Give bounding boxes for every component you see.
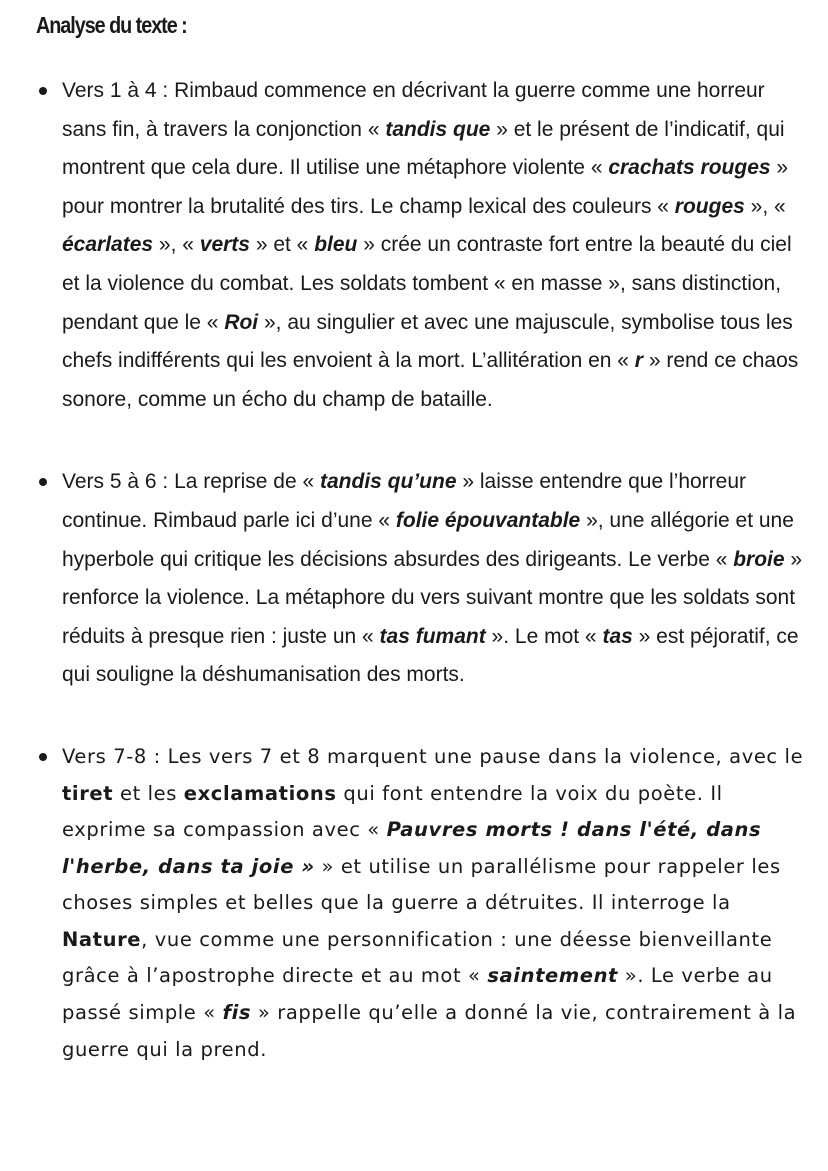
text-run: » et « <box>249 233 315 257</box>
text-run: , vue comme une personnification : une déesse bienveillante grâce à l’apostrophe directe et au mot « <box>62 927 773 988</box>
quoted-term: fis <box>222 1001 252 1025</box>
analysis-item-vers-5-6 <box>36 463 810 695</box>
text-run: », au singulier et avec une majuscule, symbolise tous les chefs indifférents qui les envoient à la mort. L’allitération en « <box>62 310 793 373</box>
emphasized-term: tiret <box>62 781 114 805</box>
quoted-term: Roi <box>224 310 259 334</box>
text-run: qui font entendre la voix du poète. Il exprime sa compassion avec « <box>62 781 723 842</box>
quoted-term: tas <box>602 624 633 648</box>
text-run: Vers 7-8 : Les vers 7 et 8 marquent une pause dans la violence, avec le <box>62 744 804 768</box>
analysis-list <box>36 72 810 1068</box>
quoted-term: rouges <box>674 194 745 218</box>
text-run: et les <box>113 781 184 805</box>
analysis-item-vers-7-8 <box>36 739 810 1068</box>
quoted-term: r <box>634 349 643 373</box>
text-run: ». Le verbe au passé simple « <box>62 964 773 1025</box>
emphasized-term: exclamations <box>183 781 337 805</box>
quoted-term: bleu <box>314 233 358 257</box>
text-run: », « <box>153 233 200 257</box>
quoted-term: folie épouvantable <box>395 508 581 532</box>
text-run: » renforce la violence. La métaphore du vers suivant montre que les soldats sont réduits à presque rien : juste un « <box>62 547 803 648</box>
text-run: » crée un contraste fort entre la beauté du ciel et la violence du combat. Les soldats tombent « en masse », sans distinction, pendant que le « <box>62 233 792 334</box>
emphasized-term: Nature <box>62 927 142 951</box>
quoted-term: crachats rouges <box>608 156 771 180</box>
quoted-term: broie <box>733 547 785 571</box>
text-run: » et le présent de l’indicatif, qui montrent que cela dure. Il utilise une métaphore violente « <box>62 117 785 180</box>
quoted-term: saintement <box>487 964 618 988</box>
text-run: » laisse entendre que l’horreur continue. Rimbaud parle ici d’une « <box>62 470 747 532</box>
analysis-item-vers-1-4 <box>36 72 810 419</box>
text-run: Vers 1 à 4 : Rimbaud commence en décrivant la guerre comme une horreur sans fin, à travers la conjonction « <box>62 79 765 141</box>
text-run: » rend ce chaos sonore, comme un écho du champ de bataille. <box>62 349 799 411</box>
quoted-term: tandis que <box>385 117 491 141</box>
text-run: », une allégorie et une hyperbole qui critique les décisions absurdes des dirigeants. Le verbe « <box>62 508 794 571</box>
quoted-term: verts <box>199 233 250 257</box>
section-heading: Analyse du texte : <box>36 12 187 38</box>
quoted-term: écarlates <box>62 233 154 257</box>
quoted-term: Pauvres morts ! dans l'été, dans l'herbe, dans ta joie » <box>62 818 762 878</box>
text-run: » et utilise un parallélisme pour rappeler les choses simples et belles que la guerre a détruites. Il interroge la <box>62 854 781 915</box>
text-run: Vers 5 à 6 : La reprise de « <box>62 470 320 494</box>
quoted-term: tas fumant <box>379 624 486 648</box>
text-run: ». Le mot « <box>485 624 603 648</box>
quoted-term: tandis qu’une <box>320 470 457 494</box>
text-run: » rappelle qu’elle a donné la vie, contrairement à la guerre qui la prend. <box>62 1001 797 1061</box>
text-run: » pour montrer la brutalité des tirs. Le champ lexical des couleurs « <box>62 156 789 218</box>
text-run: », « <box>744 194 786 218</box>
text-run: » est péjoratif, ce qui souligne la déshumanisation des morts. <box>62 624 799 687</box>
